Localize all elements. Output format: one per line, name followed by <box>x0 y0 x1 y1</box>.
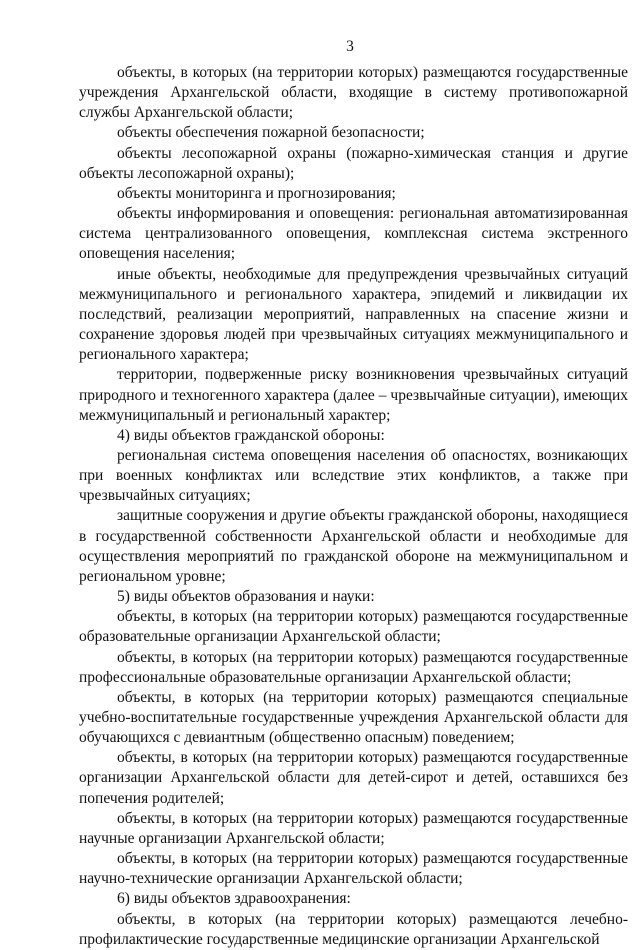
body-text <box>79 63 628 950</box>
paragraph: объекты, в которых (на территории которых) размещаются государственные образовательные организации Архангельской области; <box>79 608 628 646</box>
paragraph: объекты, в которых (на территории которых) размещаются специальные учебно-воспитательные государственные учреждения Архангельской области для обучающихся с девиантным (общественно опасным) поведением; <box>79 688 628 747</box>
paragraph: объекты мониторинга и прогнозирования; <box>117 184 396 202</box>
section-heading: 5) виды объектов образования и науки: <box>117 588 375 606</box>
paragraph: объекты обеспечения пожарной безопасности; <box>117 124 425 142</box>
paragraph: объекты, в которых (на территории которых) размещаются государственные профессиональные образовательные организации Архангельской области; <box>79 648 628 686</box>
paragraph: объекты, в которых (на территории которых) размещаются государственные научно-технические организации Архангельской области; <box>79 850 628 888</box>
paragraph: объекты, в которых (на территории которых) размещаются государственные организации Архангельской области для детей-сирот и детей, оставшихся без попечения родителей; <box>79 749 628 807</box>
paragraph: защитные сооружения и другие объекты гражданской обороны, находящиеся в государственной собственности Архангельской области и необходимые для осуществления мероприятий по гражданской обороне на межмуниципальном и региональном уровне; <box>79 507 629 585</box>
section-heading: 6) виды объектов здравоохранения: <box>117 890 351 908</box>
paragraph: объекты информирования и оповещения: региональная автоматизированная система централизованного оповещения, комплексная система экстренного оповещения населения; <box>79 205 628 263</box>
paragraph: объекты лесопожарной охраны (пожарно-химическая станция и другие объекты лесопожарной охраны); <box>79 144 628 182</box>
paragraph: территории, подверженные риску возникновения чрезвычайных ситуаций природного и техногенного характера (далее – чрезвычайные ситуации), имеющих межмуниципальный и региональный характер; <box>79 366 628 424</box>
page-number: 3 <box>346 38 354 55</box>
paragraph: иные объекты, необходимые для предупреждения чрезвычайных ситуаций межмуниципального и регионального характера, эпидемий и ликвидации их последствий, реализации мероприятий, направленных на спасение жизни и сохранение здоровья людей при чрезвычайных ситуациях межмуниципального и регионального характера; <box>79 265 628 364</box>
section-heading: 4) виды объектов гражданской обороны: <box>117 426 385 444</box>
paragraph: объекты, в которых (на территории которых) размещаются лечебно-профилактические государственные медицинские организации Архангельской <box>79 910 628 948</box>
paragraph: объекты, в которых (на территории которых) размещаются государственные учреждения Архангельской области, входящие в систему противопожарной службы Архангельской области; <box>79 64 628 122</box>
paragraph: региональная система оповещения населения об опасностях, возникающих при военных конфликтах или вследствие этих конфликтов, а также при чрезвычайных ситуациях; <box>79 446 628 505</box>
paragraph: объекты, в которых (на территории которых) размещаются государственные научные организации Архангельской области; <box>79 809 628 847</box>
